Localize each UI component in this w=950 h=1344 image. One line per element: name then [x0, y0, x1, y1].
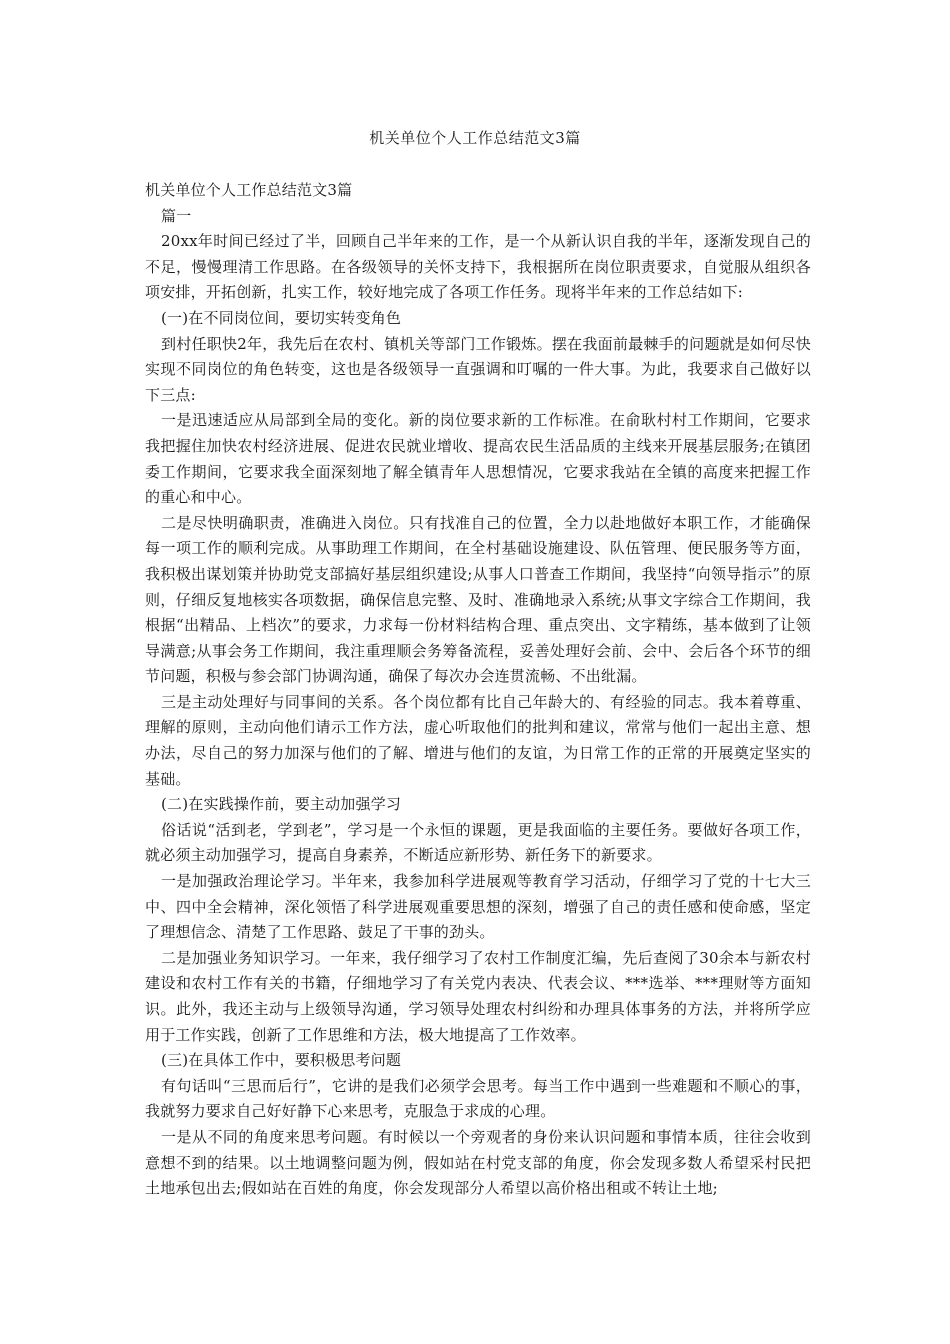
paragraph: 一是迅速适应从局部到全局的变化。新的岗位要求新的工作标准。在俞耿村村工作期间，它要求我把握住加快农村经济进展、促进农民就业增收、提高农民生活品质的主线来开展基层服务;在镇团委工作期间，它要求我全面深刻地了解全镇青年人思想情况，它要求我站在全镇的高度来把握工作的重心和中心。 — [145, 411, 811, 507]
paragraph: 二是加强业务知识学习。一年来，我仔细学习了农村工作制度汇编，先后查阅了30余本与新农村建设和农村工作有关的书籍，仔细地学习了有关党内表决、代表会议、***选举、***理财等方面知识。此外，我还主动与上级领导沟通，学习领导处理农村纠纷和办理具体事务的方法，并将所学应用于工作实践，创新了工作思维和方法，极大地提高了工作效率。 — [145, 948, 811, 1044]
section-heading: (一)在不同岗位间，要切实转变角色 — [161, 308, 402, 327]
paragraph: 20xx年时间已经过了半，回顾自己半年来的工作，是一个从新认识自我的半年，逐渐发现自己的不足，慢慢理清工作思路。在各级领导的关怀支持下，我根据所在岗位职责要求，自觉服从组织各项安排，开拓创新，扎实工作，较好地完成了各项工作任务。现将半年来的工作总结如下: — [145, 232, 811, 302]
paragraph: 一是从不同的角度来思考问题。有时候以一个旁观者的身份来认识问题和事情本质，往往会收到意想不到的结果。以土地调整问题为例，假如站在村党支部的角度，你会发现多数人希望采村民把土地承包出去;假如站在百姓的角度，你会发现部分人希望以高价格出租或不转让土地; — [145, 1127, 811, 1198]
section-label: 篇一 — [161, 206, 192, 225]
section-heading: (三)在具体工作中，要积极思考问题 — [161, 1051, 402, 1070]
paragraph: 一是加强政治理论学习。半年来，我参加科学进展观等教育学习活动，仔细学习了党的十七大三中、四中全会精神，深化领悟了科学进展观重要思想的深刻，增强了自己的责任感和使命感，坚定了理想信念、清楚了工作思路、鼓足了干事的劲头。 — [145, 872, 811, 942]
document-body — [145, 178, 811, 1202]
section-heading: (二)在实践操作前，要主动加强学习 — [161, 795, 402, 814]
paragraph: 到村任职快2年，我先后在农村、镇机关等部门工作锻炼。摆在我面前最棘手的问题就是如何尽快实现不同岗位的角色转变，这也是各级领导一直强调和叮嘱的一件大事。为此，我要求自己做好以下三点: — [145, 334, 811, 404]
document-title: 机关单位个人工作总结范文3篇 — [369, 129, 581, 147]
paragraph: 三是主动处理好与同事间的关系。各个岗位都有比自己年龄大的、有经验的同志。我本着尊重、理解的原则，主动向他们请示工作方法，虚心听取他们的批判和建议，常常与他们一起出主意、想办法，尽自己的努力加深与他们的了解、增进与他们的友谊，为日常工作的正常的开展奠定坚实的基础。 — [145, 692, 811, 788]
body-subtitle: 机关单位个人工作总结范文3篇 — [145, 181, 353, 199]
paragraph: 二是尽快明确职责，准确进入岗位。只有找准自己的位置，全力以赴地做好本职工作，才能确保每一项工作的顺利完成。从事助理工作期间，在全村基础设施建设、队伍管理、便民服务等方面，我积极出谋划策并协助党支部搞好基层组织建设;从事人口普查工作期间，我坚持“向领导指示”的原则，仔细反复地核实各项数据，确保信息完整、及时、准确地录入系统;从事文字综合工作期间，我根据“出精品、上档次”的要求，力求每一份材料结构合理、重点突出、文字精练，基本做到了让领导满意;从事会务工作期间，我注重理顺会务筹备流程，妥善处理好会前、会中、会后各个环节的细节问题，积极与参会部门协调沟通，确保了每次办会连贯流畅、不出纰漏。 — [145, 513, 811, 686]
paragraph: 有句话叫“三思而后行”，它讲的是我们必须学会思考。每当工作中遇到一些难题和不顺心的事，我就努力要求自己好好静下心来思考，克服急于求成的心理。 — [145, 1076, 811, 1121]
paragraph: 俗话说“活到老，学到老”，学习是一个永恒的课题，更是我面临的主要任务。要做好各项工作，就必须主动加强学习，提高自身素养，不断适应新形势、新任务下的新要求。 — [145, 820, 811, 865]
